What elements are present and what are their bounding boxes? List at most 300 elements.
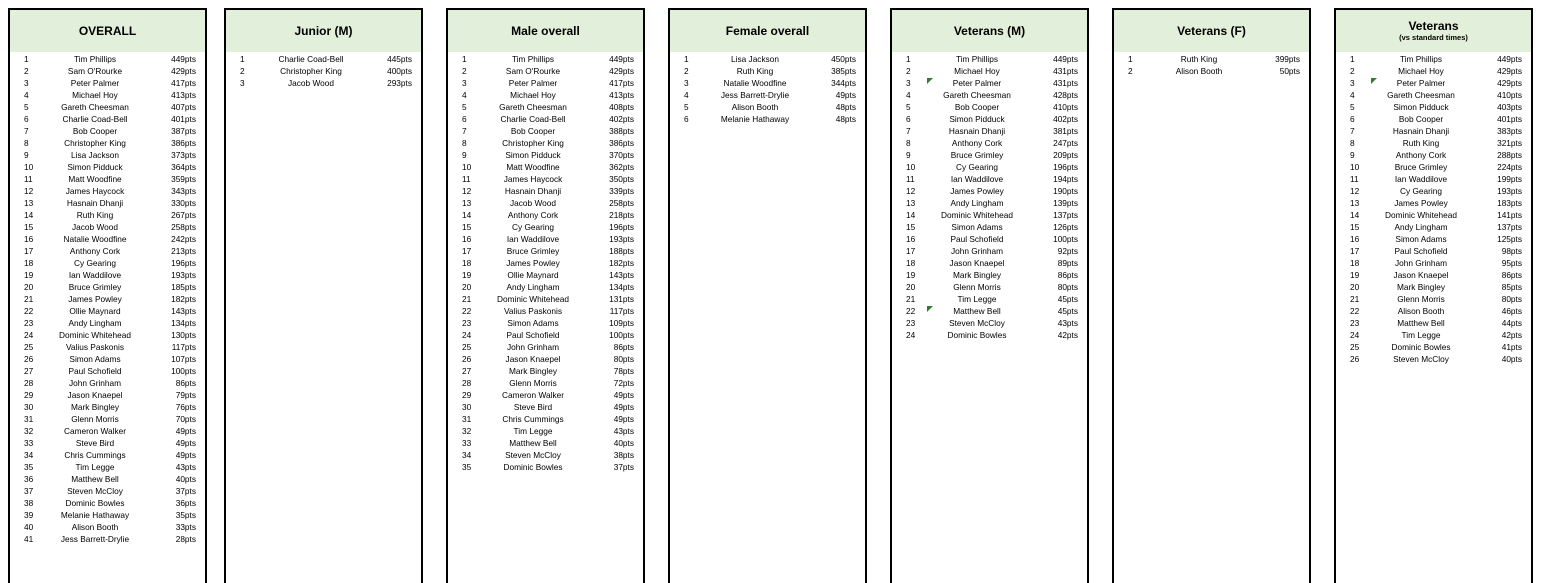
ranking-row	[448, 377, 643, 389]
rank-number: 20	[24, 282, 34, 292]
rank-number: 29	[24, 390, 34, 400]
points-value: 385pts	[831, 66, 856, 76]
points-value: 137pts	[1497, 222, 1522, 232]
points-value: 130pts	[171, 330, 196, 340]
athlete-name: Michael Hoy	[1398, 66, 1444, 76]
rank-number: 17	[906, 246, 916, 256]
panel-title: OVERALL	[78, 23, 137, 38]
points-value: 381pts	[1053, 126, 1078, 136]
athlete-name: Hasnain Dhanji	[1392, 126, 1450, 136]
ranking-row	[448, 329, 643, 341]
panel-veterans-m	[890, 8, 1089, 583]
rank-number: 30	[24, 402, 34, 412]
athlete-name: Michael Hoy	[72, 90, 118, 100]
athlete-name: Matt Woodfine	[506, 162, 560, 172]
athlete-name: Cy Gearing	[74, 258, 116, 268]
points-value: 72pts	[613, 378, 634, 388]
points-value: 125pts	[1497, 234, 1522, 244]
points-value: 383pts	[1497, 126, 1522, 136]
ranking-row	[10, 101, 205, 113]
rank-number: 3	[684, 78, 689, 88]
rank-number: 28	[462, 378, 472, 388]
ranking-row	[448, 53, 643, 65]
ranking-row	[10, 245, 205, 257]
points-value: 70pts	[175, 414, 196, 424]
points-value: 196pts	[609, 222, 634, 232]
points-value: 28pts	[175, 534, 196, 544]
points-value: 80pts	[1501, 294, 1522, 304]
athlete-name: Mark Bingley	[71, 402, 119, 412]
rank-number: 24	[906, 330, 916, 340]
athlete-name: Cy Gearing	[1400, 186, 1442, 196]
rank-number: 8	[906, 138, 911, 148]
athlete-name: Tim Legge	[1401, 330, 1441, 340]
rank-number: 14	[462, 210, 472, 220]
points-value: 143pts	[609, 270, 634, 280]
panel-veterans-f	[1112, 8, 1311, 583]
rank-number: 27	[462, 366, 472, 376]
ranking-row	[448, 257, 643, 269]
athlete-name: Mark Bingley	[509, 366, 557, 376]
athlete-name: Peter Palmer	[952, 78, 1002, 88]
athlete-name: Christopher King	[64, 138, 126, 148]
athlete-name: James Powley	[1394, 198, 1448, 208]
ranking-row	[10, 533, 205, 545]
points-value: 344pts	[831, 78, 856, 88]
ranking-row	[892, 269, 1087, 281]
points-value: 401pts	[1497, 114, 1522, 124]
rank-number: 2	[684, 66, 689, 76]
athlete-name: Alison Booth	[731, 102, 779, 112]
rank-number: 38	[24, 498, 34, 508]
ranking-row	[448, 281, 643, 293]
athlete-name: John Grinham	[950, 246, 1004, 256]
athlete-name: James Powley	[506, 258, 560, 268]
ranking-row	[448, 221, 643, 233]
athlete-name: Simon Pidduck	[505, 150, 561, 160]
rank-number: 7	[1350, 126, 1355, 136]
points-value: 49pts	[175, 438, 196, 448]
points-value: 33pts	[175, 522, 196, 532]
ranking-row	[10, 413, 205, 425]
points-value: 49pts	[175, 426, 196, 436]
points-value: 43pts	[175, 462, 196, 472]
athlete-name: Anthony Cork	[507, 210, 559, 220]
points-value: 399pts	[1275, 54, 1300, 64]
points-value: 131pts	[609, 294, 634, 304]
ranking-row	[892, 89, 1087, 101]
points-value: 48pts	[835, 102, 856, 112]
points-value: 410pts	[1497, 90, 1522, 100]
ranking-row	[1336, 353, 1531, 365]
points-value: 190pts	[1053, 186, 1078, 196]
points-value: 431pts	[1053, 66, 1078, 76]
points-value: 431pts	[1053, 78, 1078, 88]
points-value: 85pts	[1501, 282, 1522, 292]
points-value: 49pts	[613, 402, 634, 412]
ranking-row	[448, 341, 643, 353]
ranking-row	[10, 377, 205, 389]
ranking-row	[448, 125, 643, 137]
ranking-row	[1336, 185, 1531, 197]
ranking-row	[10, 185, 205, 197]
rank-number: 20	[462, 282, 472, 292]
rank-number: 36	[24, 474, 34, 484]
rank-number: 26	[1350, 354, 1360, 364]
ranking-row	[448, 365, 643, 377]
points-value: 293pts	[387, 78, 412, 88]
rank-number: 7	[24, 126, 29, 136]
athlete-name: Charlie Coad-Bell	[500, 114, 566, 124]
ranking-row	[448, 233, 643, 245]
ranking-row	[10, 89, 205, 101]
athlete-name: Andy Lingham	[1394, 222, 1448, 232]
ranking-row	[10, 293, 205, 305]
panel-subtitle: (vs standard times)	[1399, 33, 1468, 42]
athlete-name: James Powley	[950, 186, 1004, 196]
rank-number: 8	[462, 138, 467, 148]
points-value: 100pts	[1053, 234, 1078, 244]
ranking-row	[892, 53, 1087, 65]
points-value: 41pts	[1501, 342, 1522, 352]
rank-number: 23	[1350, 318, 1360, 328]
ranking-row	[892, 221, 1087, 233]
points-value: 196pts	[1053, 162, 1078, 172]
athlete-name: Cameron Walker	[502, 390, 564, 400]
athlete-name: Alison Booth	[1175, 66, 1223, 76]
ranking-row	[892, 197, 1087, 209]
points-value: 185pts	[171, 282, 196, 292]
ranking-list	[670, 52, 865, 125]
points-value: 188pts	[609, 246, 634, 256]
rank-number: 34	[462, 450, 472, 460]
points-value: 193pts	[171, 270, 196, 280]
athlete-name: Dominic Bowles	[1391, 342, 1451, 352]
points-value: 242pts	[171, 234, 196, 244]
panel-header	[10, 10, 205, 52]
rank-number: 2	[1128, 66, 1133, 76]
ranking-row	[1336, 77, 1531, 89]
athlete-name: James Haycock	[503, 174, 563, 184]
ranking-row	[1336, 257, 1531, 269]
athlete-name: Sam O'Rourke	[67, 66, 123, 76]
points-value: 388pts	[609, 126, 634, 136]
points-value: 413pts	[609, 90, 634, 100]
athlete-name: Jacob Wood	[510, 198, 556, 208]
rank-number: 5	[906, 102, 911, 112]
rank-number: 32	[24, 426, 34, 436]
points-value: 247pts	[1053, 138, 1078, 148]
athlete-name: Jason Knaepel	[67, 390, 123, 400]
athlete-name: Steven McCloy	[1393, 354, 1449, 364]
panel-header	[1336, 10, 1531, 52]
athlete-name: Dominic Bowles	[65, 498, 125, 508]
ranking-row	[448, 317, 643, 329]
points-value: 450pts	[831, 54, 856, 64]
panel-junior-m	[224, 8, 423, 583]
points-value: 49pts	[835, 90, 856, 100]
athlete-name: Bruce Grimley	[950, 150, 1004, 160]
points-value: 429pts	[1497, 78, 1522, 88]
rank-number: 11	[462, 174, 471, 184]
ranking-list	[448, 52, 643, 473]
rank-number: 33	[462, 438, 472, 448]
points-value: 89pts	[1057, 258, 1078, 268]
rank-number: 1	[684, 54, 689, 64]
points-value: 49pts	[175, 450, 196, 460]
ranking-row	[10, 221, 205, 233]
rank-number: 39	[24, 510, 34, 520]
ranking-row	[892, 233, 1087, 245]
ranking-row	[892, 209, 1087, 221]
points-value: 40pts	[1501, 354, 1522, 364]
points-value: 48pts	[835, 114, 856, 124]
points-value: 403pts	[1497, 102, 1522, 112]
ranking-row	[10, 401, 205, 413]
panel-overall	[8, 8, 207, 583]
ranking-row	[10, 449, 205, 461]
rank-number: 40	[24, 522, 34, 532]
athlete-name: Gareth Cheesman	[1387, 90, 1455, 100]
ranking-row	[10, 77, 205, 89]
ranking-row	[448, 113, 643, 125]
panel-header	[1114, 10, 1309, 52]
athlete-name: Ollie Maynard	[69, 306, 121, 316]
ranking-row	[448, 305, 643, 317]
points-value: 78pts	[613, 366, 634, 376]
points-value: 42pts	[1501, 330, 1522, 340]
points-value: 387pts	[171, 126, 196, 136]
athlete-name: Tim Phillips	[73, 54, 117, 64]
rank-number: 16	[906, 234, 916, 244]
points-value: 36pts	[175, 498, 196, 508]
athlete-name: Tim Legge	[75, 462, 115, 472]
athlete-name: Jason Knaepel	[1393, 270, 1449, 280]
points-value: 45pts	[1057, 294, 1078, 304]
points-value: 449pts	[171, 54, 196, 64]
points-value: 42pts	[1057, 330, 1078, 340]
rank-number: 24	[1350, 330, 1360, 340]
points-value: 373pts	[171, 150, 196, 160]
points-value: 359pts	[171, 174, 196, 184]
ranking-row	[10, 341, 205, 353]
points-value: 109pts	[609, 318, 634, 328]
rank-number: 18	[906, 258, 916, 268]
ranking-row	[10, 125, 205, 137]
athlete-name: Ian Waddilove	[950, 174, 1004, 184]
ranking-row	[892, 125, 1087, 137]
athlete-name: Sam O'Rourke	[505, 66, 561, 76]
points-value: 45pts	[1057, 306, 1078, 316]
rank-number: 10	[1350, 162, 1360, 172]
ranking-row	[670, 113, 865, 125]
athlete-name: Bob Cooper	[1398, 114, 1444, 124]
rank-number: 15	[24, 222, 34, 232]
points-value: 86pts	[1501, 270, 1522, 280]
points-value: 400pts	[387, 66, 412, 76]
ranking-row	[1336, 113, 1531, 125]
rank-number: 32	[462, 426, 472, 436]
athlete-name: Steven McCloy	[505, 450, 561, 460]
athlete-name: Christopher King	[502, 138, 564, 148]
athlete-name: Chris Cummings	[64, 450, 126, 460]
ranking-row	[1336, 173, 1531, 185]
ranking-row	[892, 137, 1087, 149]
athlete-name: Charlie Coad-Bell	[62, 114, 128, 124]
athlete-name: Hasnain Dhanji	[66, 198, 124, 208]
ranking-row	[10, 329, 205, 341]
rank-number: 20	[906, 282, 916, 292]
athlete-name: Dominic Whitehead	[1385, 210, 1457, 220]
athlete-name: John Grinham	[506, 342, 560, 352]
athlete-name: Matthew Bell	[953, 306, 1001, 316]
ranking-row	[10, 461, 205, 473]
rank-number: 3	[24, 78, 29, 88]
athlete-name: Cameron Walker	[64, 426, 126, 436]
rank-number: 2	[24, 66, 29, 76]
ranking-row	[448, 245, 643, 257]
points-value: 80pts	[1057, 282, 1078, 292]
points-value: 100pts	[171, 366, 196, 376]
ranking-row	[892, 329, 1087, 341]
ranking-row	[448, 65, 643, 77]
points-value: 50pts	[1279, 66, 1300, 76]
rank-number: 24	[24, 330, 34, 340]
rank-number: 5	[1350, 102, 1355, 112]
rank-number: 13	[462, 198, 472, 208]
panel-title: Veterans	[1408, 19, 1459, 33]
ranking-row	[226, 65, 421, 77]
athlete-name: Christopher King	[280, 66, 342, 76]
ranking-row	[10, 389, 205, 401]
athlete-name: Bob Cooper	[72, 126, 118, 136]
rank-number: 19	[24, 270, 34, 280]
rank-number: 28	[24, 378, 34, 388]
points-value: 43pts	[1057, 318, 1078, 328]
athlete-name: Simon Adams	[507, 318, 559, 328]
points-value: 449pts	[609, 54, 634, 64]
athlete-name: Mark Bingley	[1397, 282, 1445, 292]
rank-number: 23	[24, 318, 34, 328]
rank-number: 6	[906, 114, 911, 124]
athlete-name: Jacob Wood	[72, 222, 118, 232]
points-value: 117pts	[171, 342, 196, 352]
rank-number: 24	[462, 330, 472, 340]
rank-number: 26	[24, 354, 34, 364]
athlete-name: Simon Pidduck	[67, 162, 123, 172]
athlete-name: Lisa Jackson	[71, 150, 119, 160]
athlete-name: Peter Palmer	[70, 78, 120, 88]
points-value: 410pts	[1053, 102, 1078, 112]
athlete-name: Ian Waddilove	[68, 270, 122, 280]
ranking-row	[892, 281, 1087, 293]
ranking-row	[448, 89, 643, 101]
points-value: 107pts	[171, 354, 196, 364]
rank-number: 11	[906, 174, 915, 184]
panel-title: Veterans (F)	[1177, 23, 1246, 38]
ranking-row	[1336, 209, 1531, 221]
athlete-name: Dominic Bowles	[503, 462, 563, 472]
points-value: 80pts	[613, 354, 634, 364]
ranking-row	[448, 137, 643, 149]
points-value: 213pts	[171, 246, 196, 256]
athlete-name: Dominic Whitehead	[941, 210, 1013, 220]
athlete-name: Ollie Maynard	[507, 270, 559, 280]
rank-number: 22	[906, 306, 916, 316]
ranking-row	[670, 65, 865, 77]
points-value: 126pts	[1053, 222, 1078, 232]
points-value: 258pts	[171, 222, 196, 232]
ranking-row	[448, 101, 643, 113]
points-value: 258pts	[609, 198, 634, 208]
points-value: 449pts	[1497, 54, 1522, 64]
athlete-name: Glenn Morris	[1397, 294, 1445, 304]
athlete-name: Matt Woodfine	[68, 174, 122, 184]
points-value: 79pts	[175, 390, 196, 400]
panel-title: Veterans (M)	[953, 23, 1026, 38]
points-value: 137pts	[1053, 210, 1078, 220]
athlete-name: James Haycock	[65, 186, 125, 196]
athlete-name: Anthony Cork	[69, 246, 121, 256]
ranking-row	[892, 149, 1087, 161]
points-value: 445pts	[387, 54, 412, 64]
panel-title: Male overall	[511, 23, 580, 38]
ranking-row	[448, 149, 643, 161]
ranking-row	[892, 65, 1087, 77]
ranking-row	[670, 77, 865, 89]
rank-number: 37	[24, 486, 34, 496]
panel-header	[226, 10, 421, 52]
athlete-name: Glenn Morris	[71, 414, 119, 424]
ranking-row	[10, 425, 205, 437]
ranking-row	[448, 437, 643, 449]
athlete-name: Simon Pidduck	[949, 114, 1005, 124]
rank-number: 25	[1350, 342, 1360, 352]
rank-number: 19	[906, 270, 916, 280]
athlete-name: Ian Waddilove	[506, 234, 560, 244]
points-value: 386pts	[609, 138, 634, 148]
points-value: 386pts	[171, 138, 196, 148]
ranking-row	[1336, 101, 1531, 113]
points-value: 362pts	[609, 162, 634, 172]
rank-number: 11	[24, 174, 33, 184]
athlete-name: Peter Palmer	[508, 78, 558, 88]
ranking-row	[10, 137, 205, 149]
ranking-row	[1336, 233, 1531, 245]
athlete-name: Dominic Whitehead	[497, 294, 569, 304]
points-value: 46pts	[1501, 306, 1522, 316]
rank-number: 6	[24, 114, 29, 124]
rank-number: 30	[462, 402, 472, 412]
athlete-name: Ruth King	[1180, 54, 1218, 64]
ranking-row	[448, 461, 643, 473]
athlete-name: Anthony Cork	[1395, 150, 1447, 160]
panel-header	[448, 10, 643, 52]
ranking-row	[1336, 329, 1531, 341]
athlete-name: Gareth Cheesman	[61, 102, 129, 112]
points-value: 40pts	[175, 474, 196, 484]
rank-number: 21	[24, 294, 34, 304]
panel-veterans-standard	[1334, 8, 1533, 583]
points-value: 288pts	[1497, 150, 1522, 160]
rank-number: 29	[462, 390, 472, 400]
rank-number: 19	[1350, 270, 1360, 280]
panel-header	[670, 10, 865, 52]
rank-number: 9	[24, 150, 29, 160]
ranking-row	[226, 53, 421, 65]
ranking-row	[10, 65, 205, 77]
athlete-name: Simon Pidduck	[1393, 102, 1449, 112]
